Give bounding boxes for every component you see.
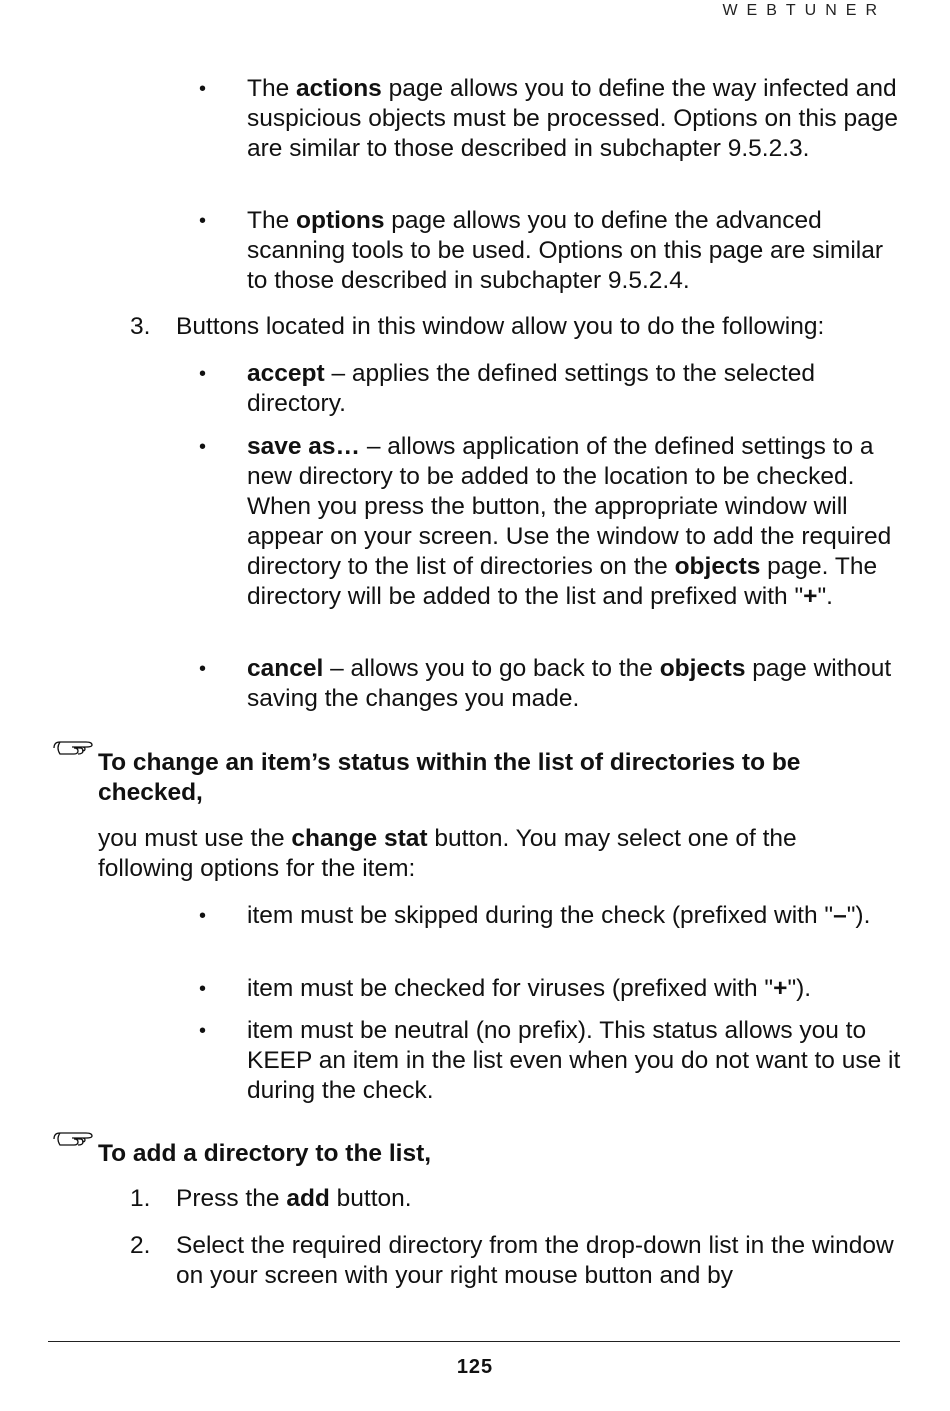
bullet-icon: • [199, 658, 207, 680]
term-accept: accept [247, 360, 325, 387]
pointing-hand-icon [52, 1127, 96, 1151]
procedure-title: To change an item’s status within the list of directories to be checked, [98, 749, 801, 806]
term-add: add [286, 1185, 330, 1212]
term-change-stat: change stat [291, 825, 428, 852]
running-header: WEBTUNER [722, 2, 886, 19]
term-save-as: save as… [247, 433, 361, 460]
step-text: Select the required directory from the drop-down list in the window on your screen with your right mouse button and by [176, 1232, 894, 1289]
procedure-intro: you must use the change stat button. You may select one of the following options for the item: [98, 825, 797, 882]
step-text: Press the add button. [176, 1185, 412, 1212]
procedure-title: To add a directory to the list, [98, 1140, 432, 1167]
bullet-icon: • [199, 78, 207, 100]
bullet-icon: • [199, 210, 207, 232]
bullet-icon: • [199, 436, 207, 458]
term-actions: actions [296, 75, 382, 102]
bullet-icon: • [199, 363, 207, 385]
term-options: options [296, 207, 385, 234]
step-number: 2. [130, 1232, 151, 1259]
footer-divider [48, 1341, 900, 1342]
term-cancel: cancel [247, 655, 324, 682]
bullet-icon: • [199, 978, 207, 1000]
step-number: 1. [130, 1185, 151, 1212]
bullet-icon: • [199, 905, 207, 927]
step-text: Buttons located in this window allow you to do the following: [176, 313, 825, 340]
step-number: 3. [130, 313, 151, 340]
page-number: 125 [456, 1356, 494, 1378]
bullet-icon: • [199, 1020, 207, 1042]
pointing-hand-icon [52, 736, 96, 760]
